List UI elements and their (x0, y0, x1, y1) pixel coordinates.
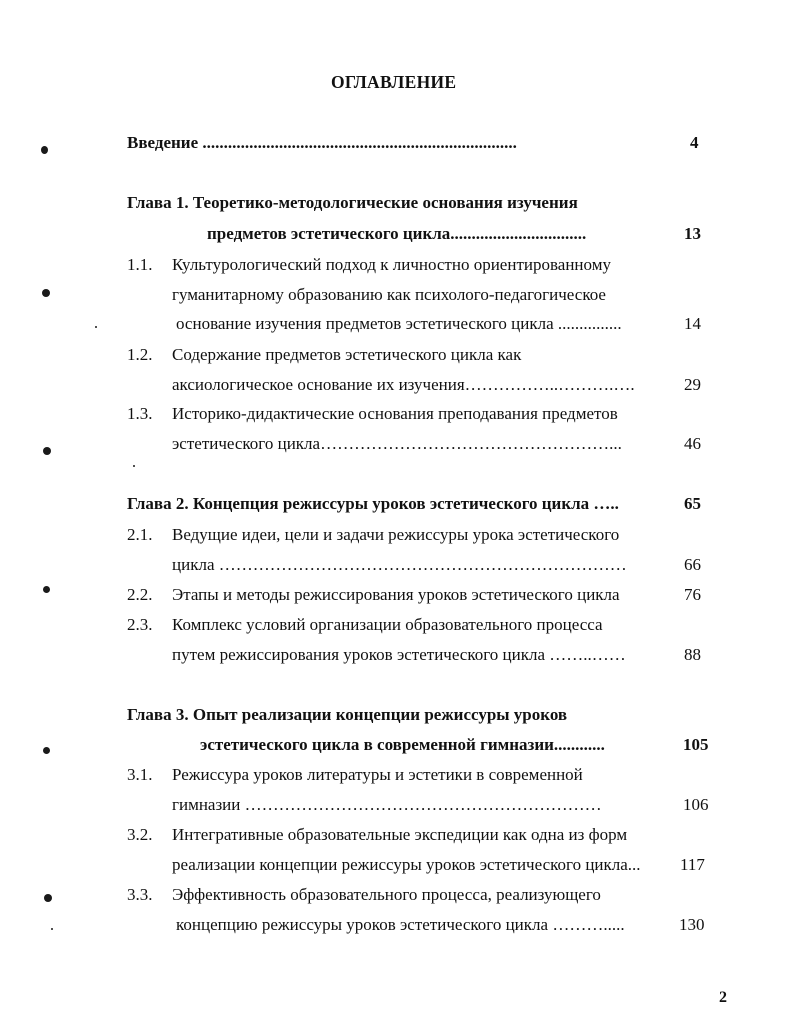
toc-section-line: цикла ……………………………………………………………… (172, 555, 627, 574)
toc-section-number: 3.3. (127, 885, 153, 904)
toc-section-page: 117 (680, 855, 705, 874)
toc-section-number: 2.2. (127, 585, 153, 604)
binding-hole-mark (43, 747, 50, 754)
toc-chapter-1-title-cont: предметов эстетического цикла................................ (207, 224, 587, 243)
toc-section-number: 1.3. (127, 404, 153, 423)
toc-intro-line: Введение .......................................................................... (127, 133, 517, 152)
toc-section-number: 1.2. (127, 345, 153, 364)
toc-section-line: Культурологический подход к личностно ориентированному (172, 255, 611, 274)
toc-section-page: 29 (684, 375, 701, 394)
binding-hole-mark (42, 289, 50, 297)
toc-chapter-1-title: Глава 1. Теоретико-методологические основания изучения (127, 193, 578, 212)
toc-section-line: Ведущие идеи, цели и задачи режиссуры урока эстетического (172, 525, 620, 544)
page-title: ОГЛАВЛЕНИЕ (331, 72, 457, 92)
toc-section-number: 2.3. (127, 615, 153, 634)
toc-chapter-3-title: Глава 3. Опыт реализации концепции режиссуры уроков (127, 705, 568, 724)
binding-hole-mark (41, 146, 48, 154)
toc-section-page: 76 (684, 585, 701, 604)
toc-section-line: эстетического цикла……………………………………………... (172, 434, 622, 453)
toc-section-number: 2.1. (127, 525, 153, 544)
speck-mark (51, 928, 53, 930)
toc-section-line: концепцию режиссуры уроков эстетического цикла ………..... (176, 915, 625, 934)
toc-section-number: 3.1. (127, 765, 153, 784)
toc-chapter-3-page: 105 (683, 735, 709, 754)
speck-mark (95, 326, 97, 328)
toc-section-page: 46 (684, 434, 701, 453)
toc-section-number: 1.1. (127, 255, 153, 274)
page-number: 2 (719, 989, 727, 1006)
toc-chapter-1-page: 13 (684, 224, 701, 243)
toc-section-line: гуманитарному образованию как психолого-педагогическое (172, 285, 606, 304)
binding-hole-mark (43, 447, 51, 455)
toc-chapter-3-title-cont: эстетического цикла в современной гимназии............ (200, 735, 605, 754)
toc-section-line: реализации концепции режиссуры уроков эстетического цикла... (172, 855, 641, 874)
toc-section-line: Историко-дидактические основания преподавания предметов (172, 404, 618, 423)
binding-hole-mark (43, 586, 50, 593)
toc-section-line: Интегративные образовательные экспедиции как одна из форм (172, 825, 628, 844)
toc-section-line: Комплекс условий организации образовательного процесса (172, 615, 603, 634)
toc-section-line: аксиологическое основание их изучения……………..……….…. (172, 375, 635, 394)
toc-section-page: 88 (684, 645, 701, 664)
toc-section-page: 14 (684, 314, 701, 333)
toc-section-number: 3.2. (127, 825, 153, 844)
toc-chapter-2-page: 65 (684, 494, 701, 513)
toc-section-line: Этапы и методы режиссирования уроков эстетического цикла (172, 585, 620, 604)
toc-section-line: путем режиссирования уроков эстетического цикла ……..…… (172, 645, 626, 664)
toc-section-line: Режиссура уроков литературы и эстетики в современной (172, 765, 583, 784)
toc-section-line: основание изучения предметов эстетического цикла ............... (176, 314, 622, 333)
toc-chapter-2-title: Глава 2. Концепция режиссуры уроков эстетического цикла ….. (127, 494, 619, 513)
toc-section-page: 130 (679, 915, 705, 934)
binding-hole-mark (44, 894, 52, 902)
toc-section-page: 106 (683, 795, 709, 814)
toc-section-line: Содержание предметов эстетического цикла как (172, 345, 522, 364)
toc-section-page: 66 (684, 555, 701, 574)
speck-mark (133, 465, 135, 467)
toc-section-line: Эффективность образовательного процесса, реализующего (172, 885, 601, 904)
toc-intro-page: 4 (690, 133, 699, 152)
toc-section-line: гимназии ……………………………………………………… (172, 795, 602, 814)
